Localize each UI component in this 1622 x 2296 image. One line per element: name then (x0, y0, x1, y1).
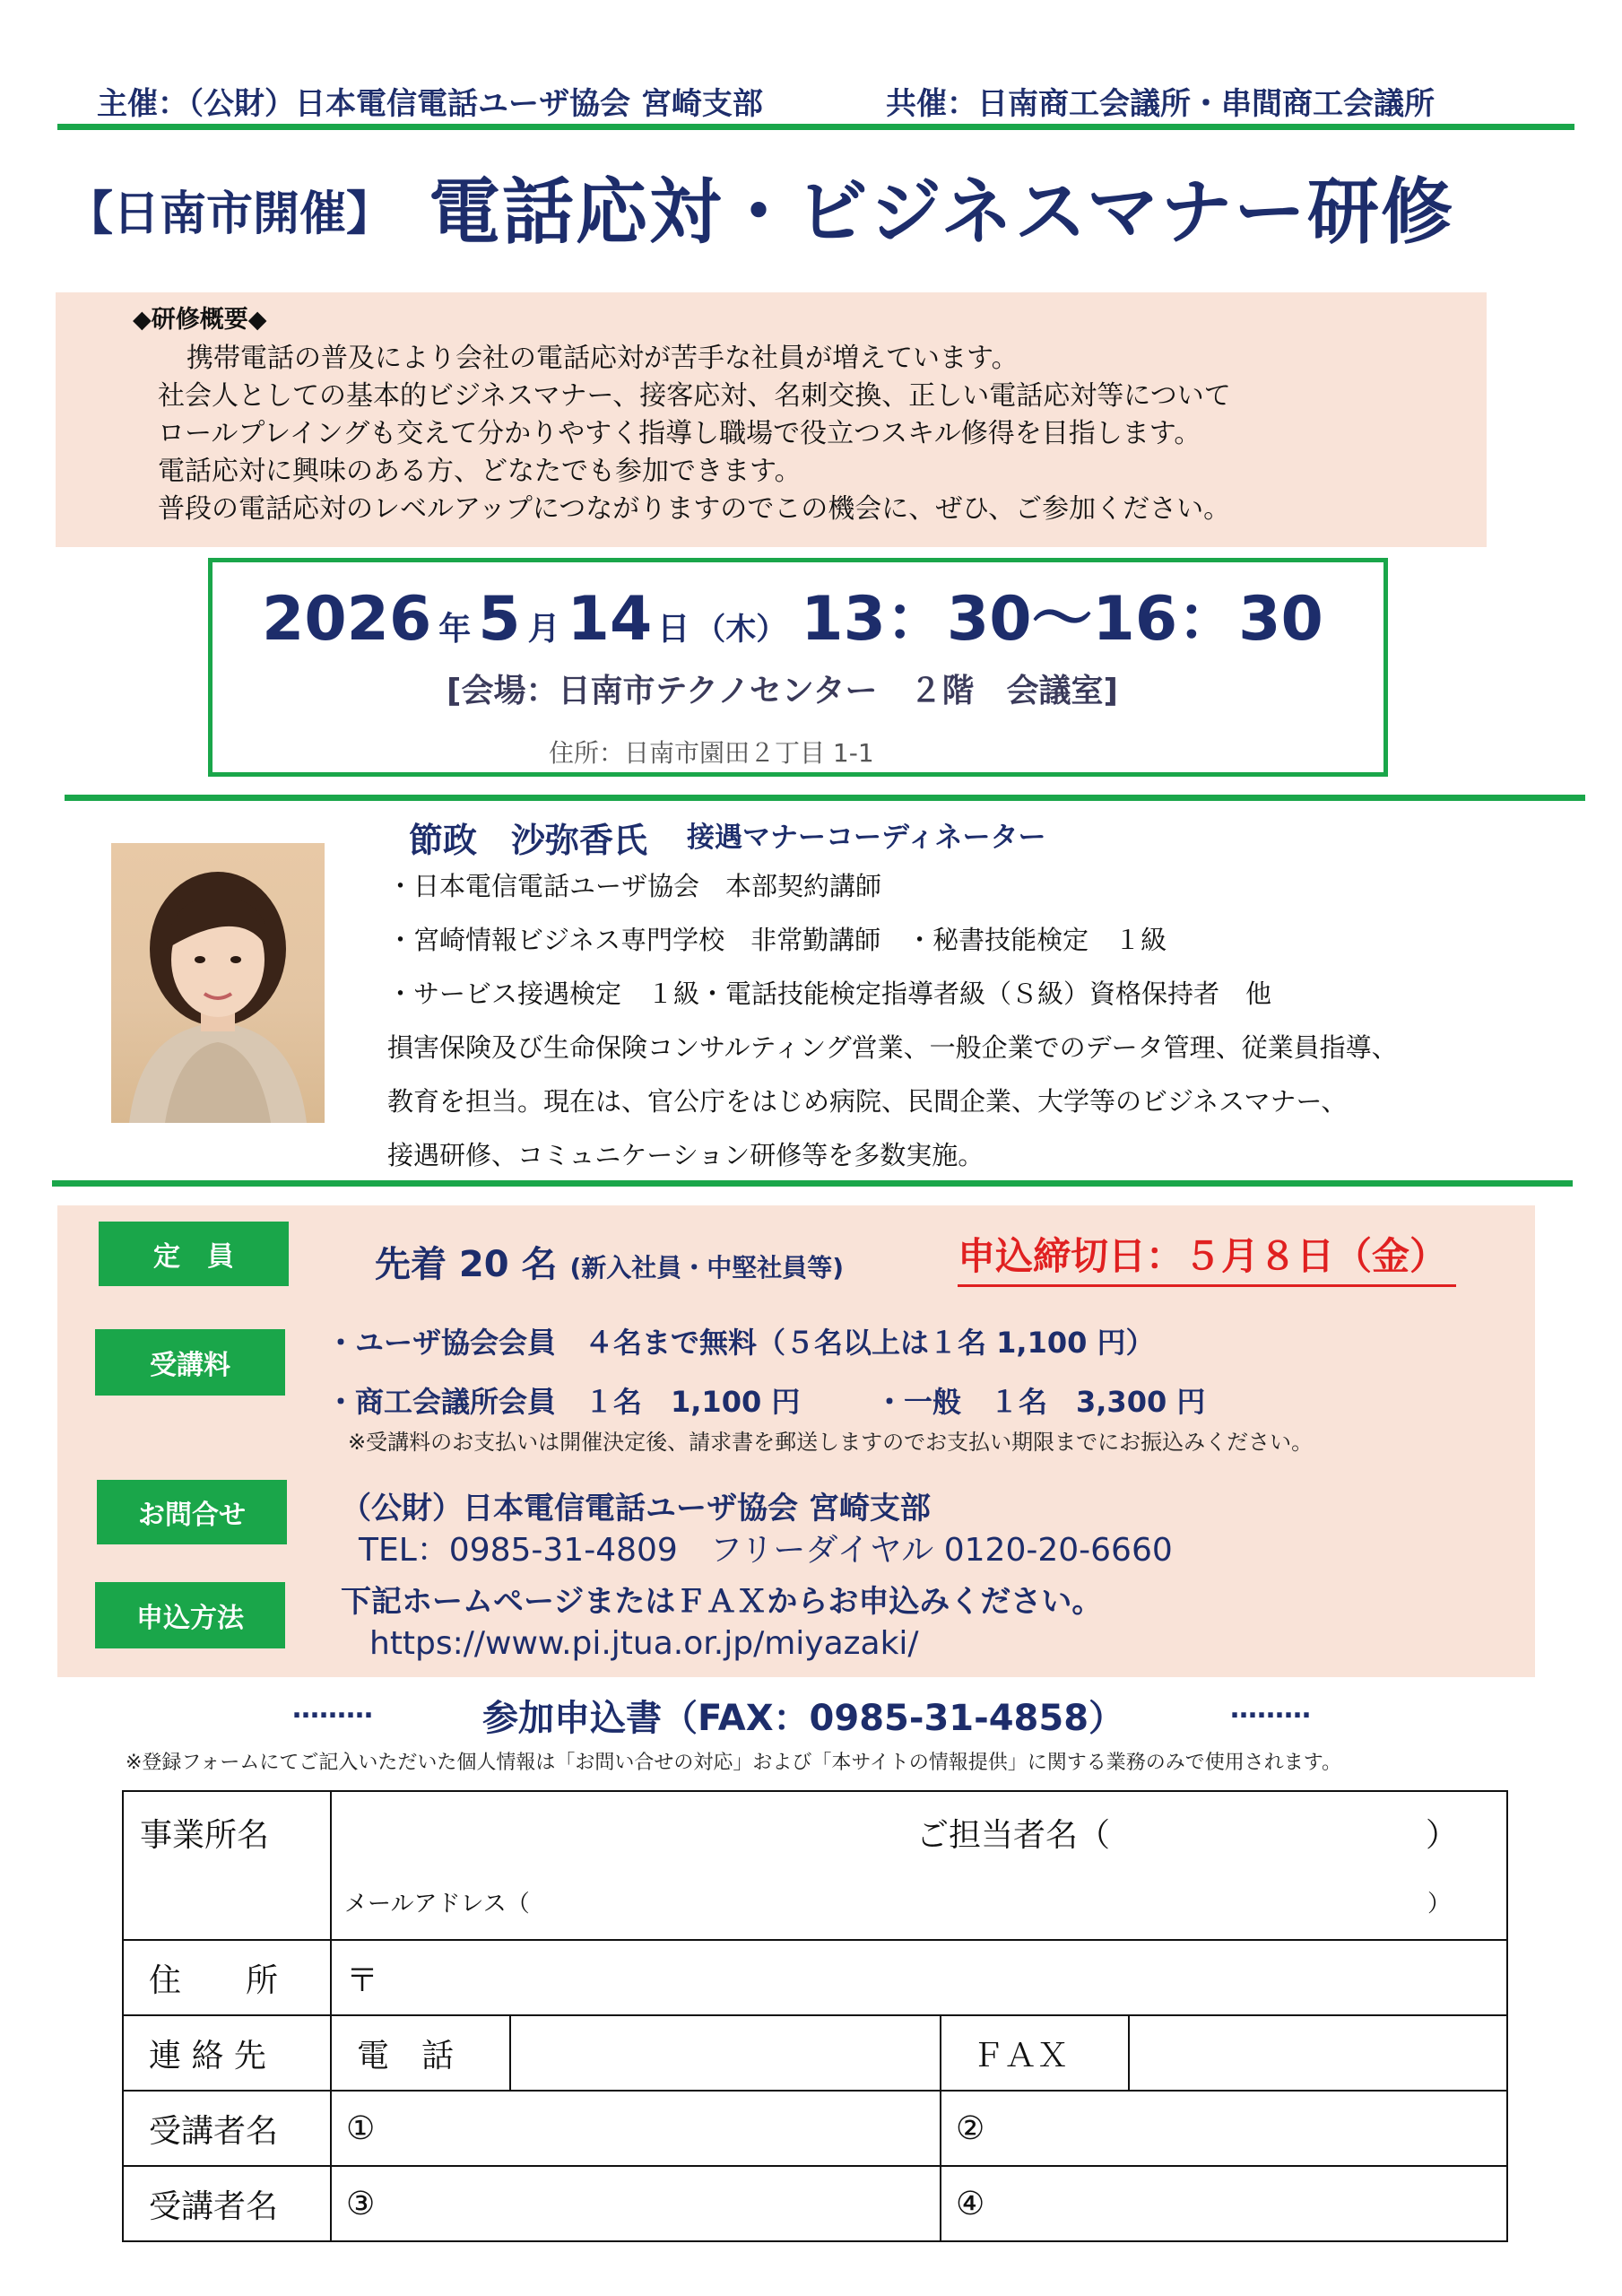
contact-org: （公財）日本電信電話ユーザ協会 宮崎支部 (341, 1491, 931, 1526)
postal-mark-icon: 〒 (346, 1961, 379, 1999)
overview-line: ロールプレイングも交えて分かりやすく指導し職場で役立つスキル修得を目指します。 (158, 418, 1201, 449)
apply-text: 下記ホームページまたはＦＡＸからお申込みください。 (341, 1584, 1103, 1620)
application-form-table (122, 1790, 1508, 2242)
fax-field[interactable] (1129, 2015, 1507, 2091)
fee-member-text: ・ユーザ協会会員 ４名まで無料（５名以上は１名 1,100 円） (326, 1326, 1155, 1360)
attendee-field-2[interactable] (941, 2091, 1507, 2166)
email-close: ） (1427, 1891, 1452, 1918)
title-prefix: 【日南市開催】 (66, 187, 394, 241)
instructor-credential: ・サービス接遇検定 １級・電話技能検定指導者級（Ｓ級）資格保持者 他 (387, 978, 1272, 1009)
form-heading: 参加申込書（FAX：0985-31-4858） (482, 1698, 1125, 1739)
organizer-text: 主催：（公財）日本電信電話ユーザ協会 宮崎支部 (97, 86, 763, 122)
section-divider (52, 1180, 1573, 1187)
event-datetime (262, 570, 1323, 655)
event-day-unit: 日 (657, 611, 690, 648)
fax-label: ＦＡＸ (972, 2037, 1070, 2074)
section-divider (65, 795, 1585, 801)
contact-info-label: 連 絡 先 (149, 2037, 266, 2074)
instructor-title: 接遇マナーコーディネーター (687, 822, 1046, 854)
deadline-text: 申込締切日：５月８日（金） (958, 1227, 1456, 1287)
overview-line: 普段の電話応対のレベルアップにつながりますのでこの機会に、ぜひ、ご参加ください。 (158, 493, 1231, 525)
event-year-unit: 年 (438, 611, 472, 648)
phone-label-cell (331, 2015, 510, 2091)
overview-line: 社会人としての基本的ビジネスマナー、接客応対、名刺交換、正しい電話応対等について (158, 380, 1231, 412)
instructor-credential: ・日本電信電話ユーザ協会 本部契約講師 (387, 871, 882, 901)
fee-chamber-text: ・商工会議所会員 １名 1,100 円 (326, 1385, 801, 1419)
apply-url-link[interactable]: https://www.pi.jtua.or.jp/miyazaki/ (369, 1625, 919, 1662)
instructor-photo (111, 843, 325, 1123)
attendee-label-cell (123, 2166, 331, 2241)
fee-general-text: ・一般 １名 3,300 円 (875, 1385, 1206, 1419)
phone-field[interactable] (510, 2015, 941, 2091)
header-divider (57, 124, 1574, 130)
form-heading-dots: ……… (292, 1693, 373, 1725)
instructor-portrait-icon (111, 843, 325, 1123)
event-address: 住所：日南市園田２丁目 1-1 (549, 738, 874, 768)
instructor-bio: 接遇研修、コミュニケーション研修等を多数実施。 (387, 1140, 984, 1170)
capacity-note: (新入社員・中堅社員等) (569, 1253, 845, 1283)
attendee-number: ① (346, 2109, 376, 2147)
attendee-number: ③ (346, 2185, 376, 2222)
fax-label-cell (941, 2015, 1129, 2091)
event-weekday: （木） (695, 612, 787, 648)
contact-person-label: ご担当者名（ (916, 1817, 1111, 1854)
overview-line: 携帯電話の普及により会社の電話応対が苦手な社員が増えています。 (186, 343, 1019, 374)
capacity-value (375, 1236, 844, 1287)
co-organizer-text: 共催：日南商工会議所・串間商工会議所 (886, 86, 1435, 122)
contact-label-cell (123, 2015, 331, 2091)
attendee-field-1[interactable] (331, 2091, 941, 2166)
phone-label: 電 話 (357, 2037, 455, 2074)
event-month: 5 (478, 584, 521, 655)
capacity-count: 先着 20 名 (375, 1244, 558, 1285)
instructor-bio: 損害保険及び生命保険コンサルティング営業、一般企業でのデータ管理、従業員指導、 (387, 1032, 1398, 1063)
event-year: 2026 (262, 584, 432, 655)
attendee-number: ④ (956, 2185, 985, 2222)
office-name-field[interactable] (331, 1791, 1507, 1940)
contact-label: お問合せ (97, 1480, 287, 1544)
form-heading-dots: ……… (1230, 1693, 1311, 1725)
fee-label: 受講料 (95, 1329, 285, 1396)
attendee-label: 受講者名 (149, 2187, 279, 2225)
overview-line: 電話応対に興味のある方、どなたでも参加できます。 (158, 456, 802, 487)
email-label: メールアドレス（ (344, 1891, 530, 1918)
contact-person-close: ） (1426, 1817, 1459, 1854)
instructor-name: 節政 沙弥香氏 (409, 821, 648, 860)
address-label-cell (123, 1940, 331, 2015)
attendee-field-4[interactable] (941, 2166, 1507, 2241)
attendee-field-3[interactable] (331, 2166, 941, 2241)
office-name-label: 事業所名 (140, 1817, 270, 1854)
attendee-label: 受講者名 (149, 2112, 279, 2150)
event-day: 14 (567, 584, 653, 655)
apply-label: 申込方法 (95, 1582, 285, 1648)
attendee-number: ② (956, 2109, 985, 2147)
event-venue: [会場：日南市テクノセンター ２階 会議室] (447, 673, 1118, 709)
page-title: 電話応対・ビジネスマナー研修 (429, 170, 1454, 254)
contact-tel: TEL：0985-31-4809 フリーダイヤル 0120-20-6660 (359, 1532, 1173, 1569)
fee-note: ※受講料のお支払いは開催決定後、請求書を郵送しますのでお支払い期限までにお振込みください。 (348, 1430, 1314, 1455)
overview-heading: ◆研修概要◆ (133, 306, 267, 334)
capacity-label: 定 員 (99, 1222, 289, 1286)
address-field[interactable] (331, 1940, 1507, 2015)
instructor-credential: ・宮崎情報ビジネス専門学校 非常勤講師 ・秘書技能検定 １級 (387, 925, 1167, 955)
privacy-note: ※登録フォームにてご記入いただいた個人情報は「お問い合せの対応」および「本サイトの情報提供」に関する業務のみで使用されます。 (126, 1752, 1342, 1774)
event-month-unit: 月 (527, 611, 560, 648)
address-label: 住 所 (149, 1961, 279, 1999)
attendee-label-cell (123, 2091, 331, 2166)
office-name-label-cell (123, 1791, 331, 1940)
instructor-bio: 教育を担当。現在は、官公庁をはじめ病院、民間企業、大学等のビジネスマナー、 (387, 1086, 1348, 1117)
event-time: 13：30～16：30 (801, 584, 1323, 655)
